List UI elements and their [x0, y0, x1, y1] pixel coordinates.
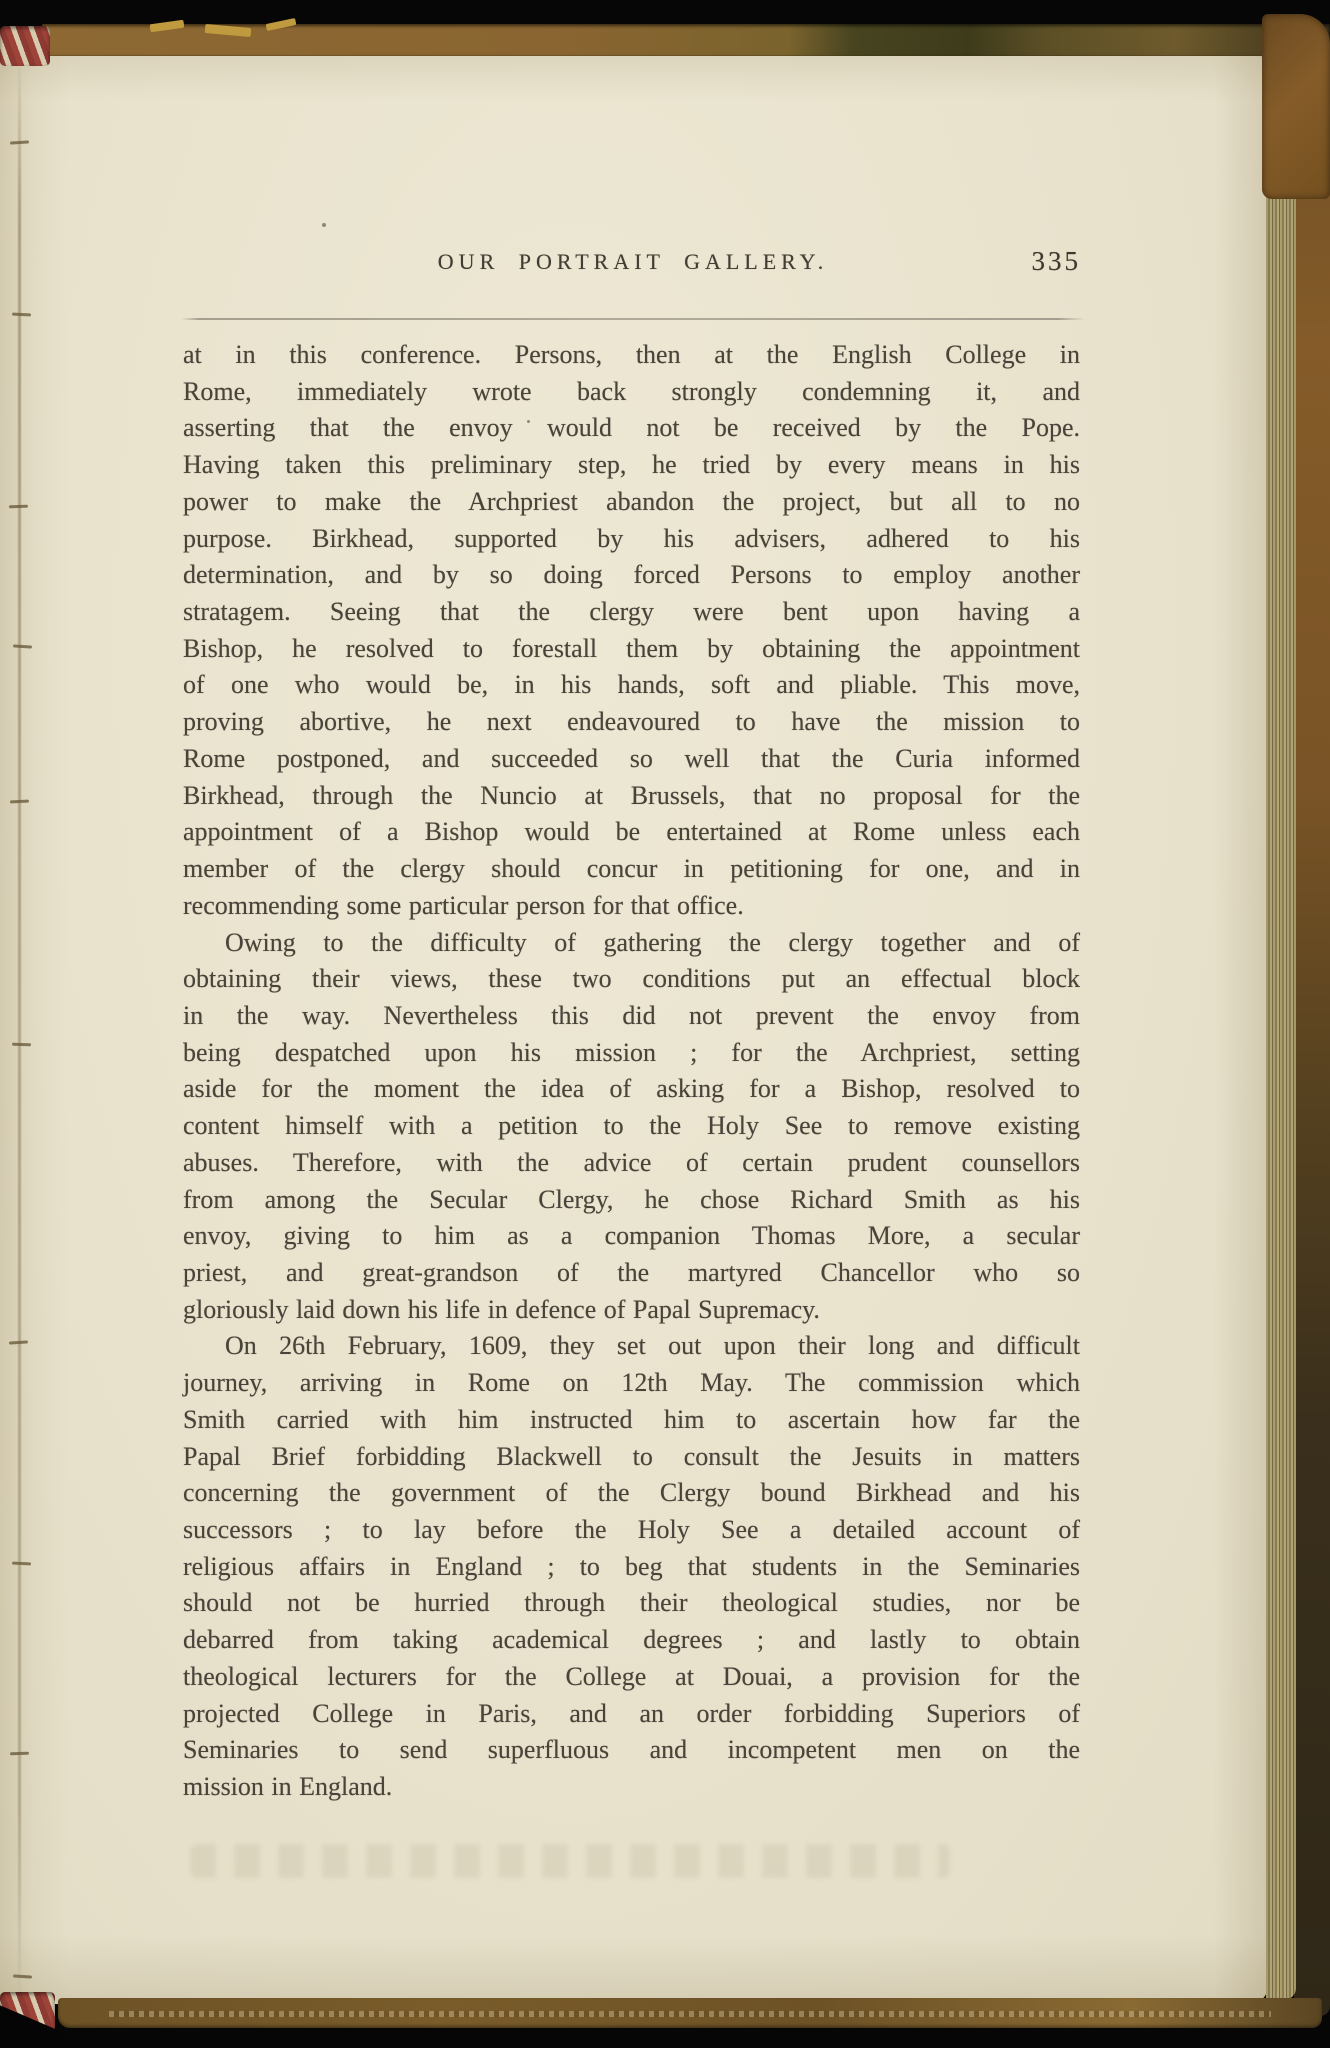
text-line: gloriously laid down his life in defence of Papal Supremacy.	[183, 1294, 820, 1324]
stitch-mark	[9, 1340, 28, 1344]
text-line: Birkhead, through the Nuncio at Brussels, that no proposal for the	[183, 780, 1080, 810]
text-line: priest, and great-grandson of the martyred Chancellor who so	[183, 1257, 1080, 1287]
text-line: obtaining their views, these two conditions put an effectual block	[183, 964, 1080, 994]
text-line: projected College in Paris, and an order forbidding Superiors of	[183, 1698, 1080, 1728]
text-line: power to make the Archpriest abandon the project, but all to no	[183, 486, 1080, 516]
stitch-mark	[13, 644, 32, 648]
text-line: Rome postponed, and succeeded so well that the Curia informed	[183, 743, 1080, 773]
text-line: asserting that the envoy would not be received by the Pope.	[183, 413, 1080, 443]
text-line: proving abortive, he next endeavoured to have the mission to	[183, 707, 1080, 737]
text-line: theological lecturers for the College at Douai, a provision for the	[183, 1661, 1080, 1691]
stitch-mark	[9, 505, 28, 509]
text-line: Rome, immediately wrote back strongly condemning it, and	[183, 376, 1080, 406]
gutter-crease	[18, 56, 21, 2004]
text-line: recommending some particular person for that office.	[183, 890, 744, 920]
text-line: stratagem. Seeing that the clergy were bent upon having a	[183, 597, 1080, 627]
text-line: content himself with a petition to the Holy See to remove existing	[183, 1111, 1080, 1141]
running-header-title: OUR PORTRAIT GALLERY.	[437, 249, 829, 274]
book-cover-corner	[1262, 14, 1330, 199]
text-line: concerning the government of the Clergy bound Birkhead and his	[183, 1478, 1080, 1508]
text-line: debarred from taking academical degrees ; and lastly to obtain	[183, 1625, 1080, 1655]
stitch-mark	[10, 140, 29, 144]
text-line: Papal Brief forbidding Blackwell to consult the Jesuits in matters	[183, 1441, 1080, 1471]
text-line: from among the Secular Clergy, he chose Richard Smith as his	[183, 1184, 1080, 1214]
text-line: envoy, giving to him as a companion Thomas More, a secular	[183, 1221, 1080, 1251]
book-page	[0, 56, 1268, 2004]
text-line: at in this conference. Persons, then at the English College in	[183, 340, 1080, 369]
text-line: journey, arriving in Rome on 12th May. The commission which	[183, 1368, 1080, 1398]
text-line: appointment of a Bishop would be entertained at Rome unless each	[183, 817, 1080, 847]
ink-bleed-through	[190, 1844, 950, 1878]
page-edges-stack	[1266, 62, 1296, 2000]
text-line: in the way. Nevertheless this did not prevent the envoy from	[183, 1000, 1080, 1030]
running-header	[183, 246, 1083, 285]
stitch-mark	[12, 1562, 31, 1566]
text-line: determination, and by so doing forced Persons to employ another	[183, 560, 1080, 590]
stitch-mark	[12, 1043, 31, 1047]
text-line: mission in England.	[183, 1772, 393, 1802]
page-number: 335	[1031, 246, 1081, 276]
text-line: member of the clergy should concur in petitioning for one, and in	[183, 854, 1080, 884]
text-line: should not be hurried through their theological studies, nor be	[183, 1588, 1080, 1618]
text-line: On 26th February, 1609, they set out upon their long and difficult	[225, 1331, 1080, 1361]
text-line: Seminaries to send superfluous and incompetent men on the	[183, 1735, 1080, 1765]
text-line: being despatched upon his mission ; for the Archpriest, setting	[183, 1037, 1080, 1067]
book-cover-right-edge	[1294, 28, 1330, 2016]
text-line: purpose. Birkhead, supported by his advisers, adhered to his	[183, 523, 1080, 553]
text-line: religious affairs in England ; to beg that students in the Seminaries	[183, 1551, 1080, 1581]
text-line: Smith carried with him instructed him to ascertain how far the	[183, 1404, 1080, 1434]
text-line: of one who would be, in his hands, soft and pliable. This move,	[183, 670, 1080, 700]
text-line: successors ; to lay before the Holy See a detailed account of	[183, 1515, 1080, 1544]
header-rule	[181, 318, 1085, 320]
text-line: aside for the moment the idea of asking for a Bishop, resolved to	[183, 1074, 1080, 1104]
stitch-mark	[10, 1752, 29, 1756]
stitch-mark	[13, 1974, 32, 1978]
text-line: abuses. Therefore, with the advice of certain prudent counsellors	[183, 1147, 1080, 1177]
text-block	[183, 337, 1080, 1806]
stitch-mark	[10, 800, 29, 804]
headband-top	[0, 26, 50, 66]
paper-speck	[322, 223, 326, 227]
book-cover-bottom-edge	[58, 1998, 1322, 2028]
text-line: Owing to the difficulty of gathering the clergy together and of	[225, 927, 1080, 957]
stitch-mark	[12, 313, 31, 317]
text-line: Bishop, he resolved to forestall them by obtaining the appointment	[183, 633, 1080, 663]
text-line: Having taken this preliminary step, he tried by every means in his	[183, 450, 1080, 480]
